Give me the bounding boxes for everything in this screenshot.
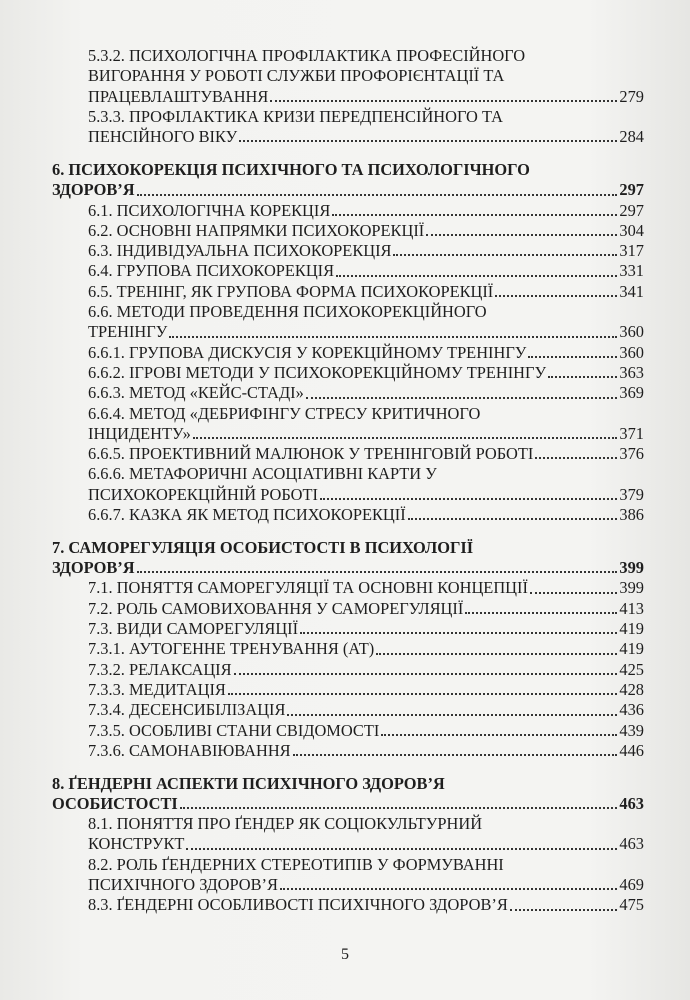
toc-line <box>88 875 644 895</box>
toc-section-entry <box>52 619 644 639</box>
toc-title-text: 6.3. ІНДИВІДУАЛЬНА ПСИХОКОРЕКЦІЯ <box>88 241 392 261</box>
toc-title-text: КОНСТРУКТ <box>88 834 185 854</box>
toc-line <box>52 774 644 794</box>
toc-line <box>88 464 644 484</box>
toc-title-text: ПСИХІЧНОГО ЗДОРОВ’Я <box>88 875 278 895</box>
dot-leader <box>530 592 617 594</box>
toc-title-text: 6.6.3. МЕТОД «КЕЙС-СТАДІ» <box>88 383 304 403</box>
dot-leader <box>137 571 618 573</box>
toc-section-entry <box>52 639 644 659</box>
toc-line <box>52 160 644 180</box>
toc-title-text: 7. САМОРЕГУЛЯЦІЯ ОСОБИСТОСТІ В ПСИХОЛОГІЇ <box>52 537 474 557</box>
dot-leader <box>137 194 618 196</box>
toc-line <box>88 424 644 444</box>
toc-line <box>88 834 644 854</box>
toc-section-entry <box>52 464 644 505</box>
toc-section-entry <box>52 383 644 403</box>
toc-section-entry <box>52 404 644 445</box>
toc-page-number: 331 <box>619 261 644 281</box>
dot-leader <box>169 336 617 338</box>
toc-section-entry <box>52 282 644 302</box>
toc-title-text: 6.2. ОСНОВНІ НАПРЯМКИ ПСИХОКОРЕКЦІЇ <box>88 220 425 240</box>
toc-line <box>88 619 644 639</box>
dot-leader <box>270 100 617 102</box>
toc-page-number: 463 <box>619 793 644 813</box>
toc-title-text: ПРАЦЕВЛАШТУВАННЯ <box>88 86 269 106</box>
toc-title-text: 8.3. ҐЕНДЕРНІ ОСОБЛИВОСТІ ПСИХІЧНОГО ЗДОРОВ’Я <box>88 895 508 915</box>
toc-title-text: 7.3.2. РЕЛАКСАЦІЯ <box>88 659 232 679</box>
toc-line <box>88 241 644 261</box>
toc-page-number: 399 <box>619 578 644 598</box>
toc-section-entry <box>52 599 644 619</box>
dot-leader <box>510 909 618 911</box>
toc-page-number: 360 <box>619 342 644 362</box>
dot-leader <box>548 376 617 378</box>
toc-page-number: 369 <box>619 383 644 403</box>
toc-section-entry <box>52 241 644 261</box>
toc-line <box>88 814 644 834</box>
toc-title-text: ОСОБИСТОСТІ <box>52 793 178 813</box>
toc-line <box>52 180 644 200</box>
toc-title-text: ЗДОРОВ’Я <box>52 558 135 578</box>
dot-leader <box>336 275 617 277</box>
toc-title-text: 7.3.6. САМОНАВІЮВАННЯ <box>88 740 291 760</box>
dot-leader <box>426 234 617 236</box>
toc-page-number: 425 <box>619 659 644 679</box>
toc-page-number: 279 <box>619 86 644 106</box>
page-number: 5 <box>341 946 349 963</box>
toc-title-text: 7.3. ВИДИ САМОРЕГУЛЯЦІЇ <box>88 619 299 639</box>
toc-title-text: ПЕНСІЙНОГО ВІКУ <box>88 127 238 147</box>
dot-leader <box>180 807 618 809</box>
toc-section-entry <box>52 700 644 720</box>
toc-line <box>88 302 644 322</box>
toc-page-number: 428 <box>619 679 644 699</box>
toc-title-text: ВИГОРАННЯ У РОБОТІ СЛУЖБИ ПРОФОРІЄНТАЦІЇ ТА <box>88 66 505 86</box>
toc-chapter-entry <box>52 774 644 815</box>
toc-line <box>88 261 644 281</box>
toc-page-number: 419 <box>619 639 644 659</box>
toc-page-number: 379 <box>619 484 644 504</box>
toc-section-entry <box>52 578 644 598</box>
toc-page-number: 341 <box>619 281 644 301</box>
toc-line <box>88 46 644 66</box>
toc-line <box>88 444 644 464</box>
toc-title-text: 7.2. РОЛЬ САМОВИХОВАННЯ У САМОРЕГУЛЯЦІЇ <box>88 598 464 618</box>
toc-line <box>88 322 644 342</box>
toc-section-entry <box>52 660 644 680</box>
toc-page-number: 469 <box>619 875 644 895</box>
dot-leader <box>408 518 618 520</box>
toc-page-number: 386 <box>619 505 644 525</box>
toc-line <box>88 660 644 680</box>
toc-title-text: 6.6.5. ПРОЕКТИВНИЙ МАЛЮНОК У ТРЕНІНГОВІЙ РОБОТІ <box>88 444 534 464</box>
toc-line <box>52 558 644 578</box>
toc-page-number: 419 <box>619 619 644 639</box>
table-of-contents <box>52 46 644 916</box>
toc-line <box>88 599 644 619</box>
dot-leader <box>320 498 617 500</box>
toc-line <box>88 578 644 598</box>
toc-section-entry <box>52 680 644 700</box>
toc-section-entry <box>52 814 644 855</box>
toc-line <box>88 895 644 915</box>
toc-section-entry <box>52 46 644 107</box>
toc-page-number: 475 <box>619 895 644 915</box>
toc-title-text: 8.1. ПОНЯТТЯ ПРО ҐЕНДЕР ЯК СОЦІОКУЛЬТУРНИЙ <box>88 814 483 834</box>
toc-page-number: 439 <box>619 720 644 740</box>
dot-leader <box>186 848 617 850</box>
dot-leader <box>280 888 617 890</box>
toc-page-number: 317 <box>619 241 644 261</box>
toc-line <box>88 343 644 363</box>
toc-line <box>88 639 644 659</box>
toc-line <box>88 505 644 525</box>
toc-page-number: 446 <box>619 740 644 760</box>
toc-title-text: 6. ПСИХОКОРЕКЦІЯ ПСИХІЧНОГО ТА ПСИХОЛОГІЧНОГО <box>52 159 530 179</box>
toc-section-entry <box>52 201 644 221</box>
toc-line <box>88 363 644 383</box>
dot-leader <box>193 437 618 439</box>
toc-title-text: ТРЕНІНГУ <box>88 322 168 342</box>
toc-line <box>88 741 644 761</box>
dot-leader <box>381 734 617 736</box>
toc-section-entry <box>52 221 644 241</box>
dot-leader <box>332 214 617 216</box>
toc-page-number: 360 <box>619 322 644 342</box>
toc-title-text: 5.3.3. ПРОФІЛАКТИКА КРИЗИ ПЕРЕДПЕНСІЙНОГО ТА <box>88 106 503 126</box>
toc-title-text: 5.3.2. ПСИХОЛОГІЧНА ПРОФІЛАКТИКА ПРОФЕСІЙНОГО <box>88 46 526 65</box>
toc-title-text: 7.3.3. МЕДИТАЦІЯ <box>88 679 226 699</box>
toc-section-entry <box>52 741 644 761</box>
toc-title-text: 7.3.5. ОСОБЛИВІ СТАНИ СВІДОМОСТІ <box>88 720 380 740</box>
toc-line <box>88 855 644 875</box>
dot-leader <box>287 714 617 716</box>
toc-line <box>52 794 644 814</box>
dot-leader <box>306 397 618 399</box>
toc-line <box>88 404 644 424</box>
toc-line <box>88 383 644 403</box>
toc-title-text: 6.5. ТРЕНІНГ, ЯК ГРУПОВА ФОРМА ПСИХОКОРЕКЦІЇ <box>88 281 494 301</box>
toc-section-entry <box>52 261 644 281</box>
toc-page-number: 297 <box>619 200 644 220</box>
toc-page-number: 363 <box>619 362 644 382</box>
toc-page-number: 399 <box>619 558 644 578</box>
dot-leader <box>465 612 617 614</box>
toc-line <box>88 127 644 147</box>
toc-page-number: 297 <box>619 180 644 200</box>
toc-page-number: 436 <box>619 700 644 720</box>
toc-line <box>52 538 644 558</box>
toc-page-number: 463 <box>619 834 644 854</box>
toc-section-entry <box>52 895 644 915</box>
toc-title-text: 6.6. МЕТОДИ ПРОВЕДЕННЯ ПСИХОКОРЕКЦІЙНОГО <box>88 302 487 322</box>
dot-leader <box>535 457 617 459</box>
toc-title-text: 7.1. ПОНЯТТЯ САМОРЕГУЛЯЦІЇ ТА ОСНОВНІ КОНЦЕПЦІЇ <box>88 578 528 598</box>
toc-title-text: 6.6.1. ГРУПОВА ДИСКУСІЯ У КОРЕКЦІЙНОМУ ТРЕНІНГУ <box>88 342 527 362</box>
toc-line <box>88 282 644 302</box>
toc-title-text: 6.6.7. КАЗКА ЯК МЕТОД ПСИХОКОРЕКЦІЇ <box>88 505 406 525</box>
dot-leader <box>495 295 617 297</box>
toc-section-entry <box>52 302 644 343</box>
toc-section-entry <box>52 363 644 383</box>
toc-section-entry <box>52 721 644 741</box>
toc-page-number: 413 <box>619 598 644 618</box>
toc-chapter-entry <box>52 538 644 579</box>
toc-title-text: 7.3.4. ДЕСЕНСИБІЛІЗАЦІЯ <box>88 700 286 720</box>
toc-line <box>88 87 644 107</box>
toc-title-text: 6.6.2. ІГРОВІ МЕТОДИ У ПСИХОКОРЕКЦІЙНОМУ ТРЕНІНГУ <box>88 362 547 382</box>
toc-line <box>88 107 644 127</box>
toc-section-entry <box>52 107 644 148</box>
toc-section-entry <box>52 444 644 464</box>
toc-title-text: 6.6.6. МЕТАФОРИЧНІ АСОЦІАТИВНІ КАРТИ У <box>88 464 437 484</box>
toc-title-text: 6.4. ГРУПОВА ПСИХОКОРЕКЦІЯ <box>88 261 335 281</box>
toc-line <box>88 680 644 700</box>
toc-title-text: ЗДОРОВ’Я <box>52 180 135 200</box>
toc-title-text: 8.2. РОЛЬ ҐЕНДЕРНИХ СТЕРЕОТИПІВ У ФОРМУВАННІ <box>88 854 504 874</box>
toc-title-text: ІНЦИДЕНТУ» <box>88 423 191 443</box>
toc-section-entry <box>52 505 644 525</box>
toc-line <box>88 201 644 221</box>
toc-title-text: 6.1. ПСИХОЛОГІЧНА КОРЕКЦІЯ <box>88 200 331 220</box>
dot-leader <box>228 693 618 695</box>
toc-line <box>88 485 644 505</box>
toc-page-number: 371 <box>619 423 644 443</box>
dot-leader <box>300 632 617 634</box>
dot-leader <box>234 673 618 675</box>
toc-title-text: 8. ҐЕНДЕРНІ АСПЕКТИ ПСИХІЧНОГО ЗДОРОВ’Я <box>52 773 445 793</box>
toc-page-number: 376 <box>619 444 644 464</box>
dot-leader <box>393 254 617 256</box>
dot-leader <box>376 653 617 655</box>
toc-line <box>88 66 644 86</box>
toc-section-entry <box>52 855 644 896</box>
toc-page-number: 304 <box>619 220 644 240</box>
dot-leader <box>239 140 617 142</box>
toc-title-text: 7.3.1. АУТОГЕННЕ ТРЕНУВАННЯ (АТ) <box>88 639 375 659</box>
toc-section-entry <box>52 343 644 363</box>
toc-chapter-entry <box>52 160 644 201</box>
toc-line <box>88 700 644 720</box>
toc-title-text: ПСИХОКОРЕКЦІЙНІЙ РОБОТІ <box>88 484 318 504</box>
dot-leader <box>293 754 618 756</box>
toc-title-text: 6.6.4. МЕТОД «ДЕБРИФІНГУ СТРЕСУ КРИТИЧНОГО <box>88 403 481 423</box>
dot-leader <box>528 356 617 358</box>
toc-line <box>88 721 644 741</box>
toc-page-number: 284 <box>619 127 644 147</box>
toc-line <box>88 221 644 241</box>
